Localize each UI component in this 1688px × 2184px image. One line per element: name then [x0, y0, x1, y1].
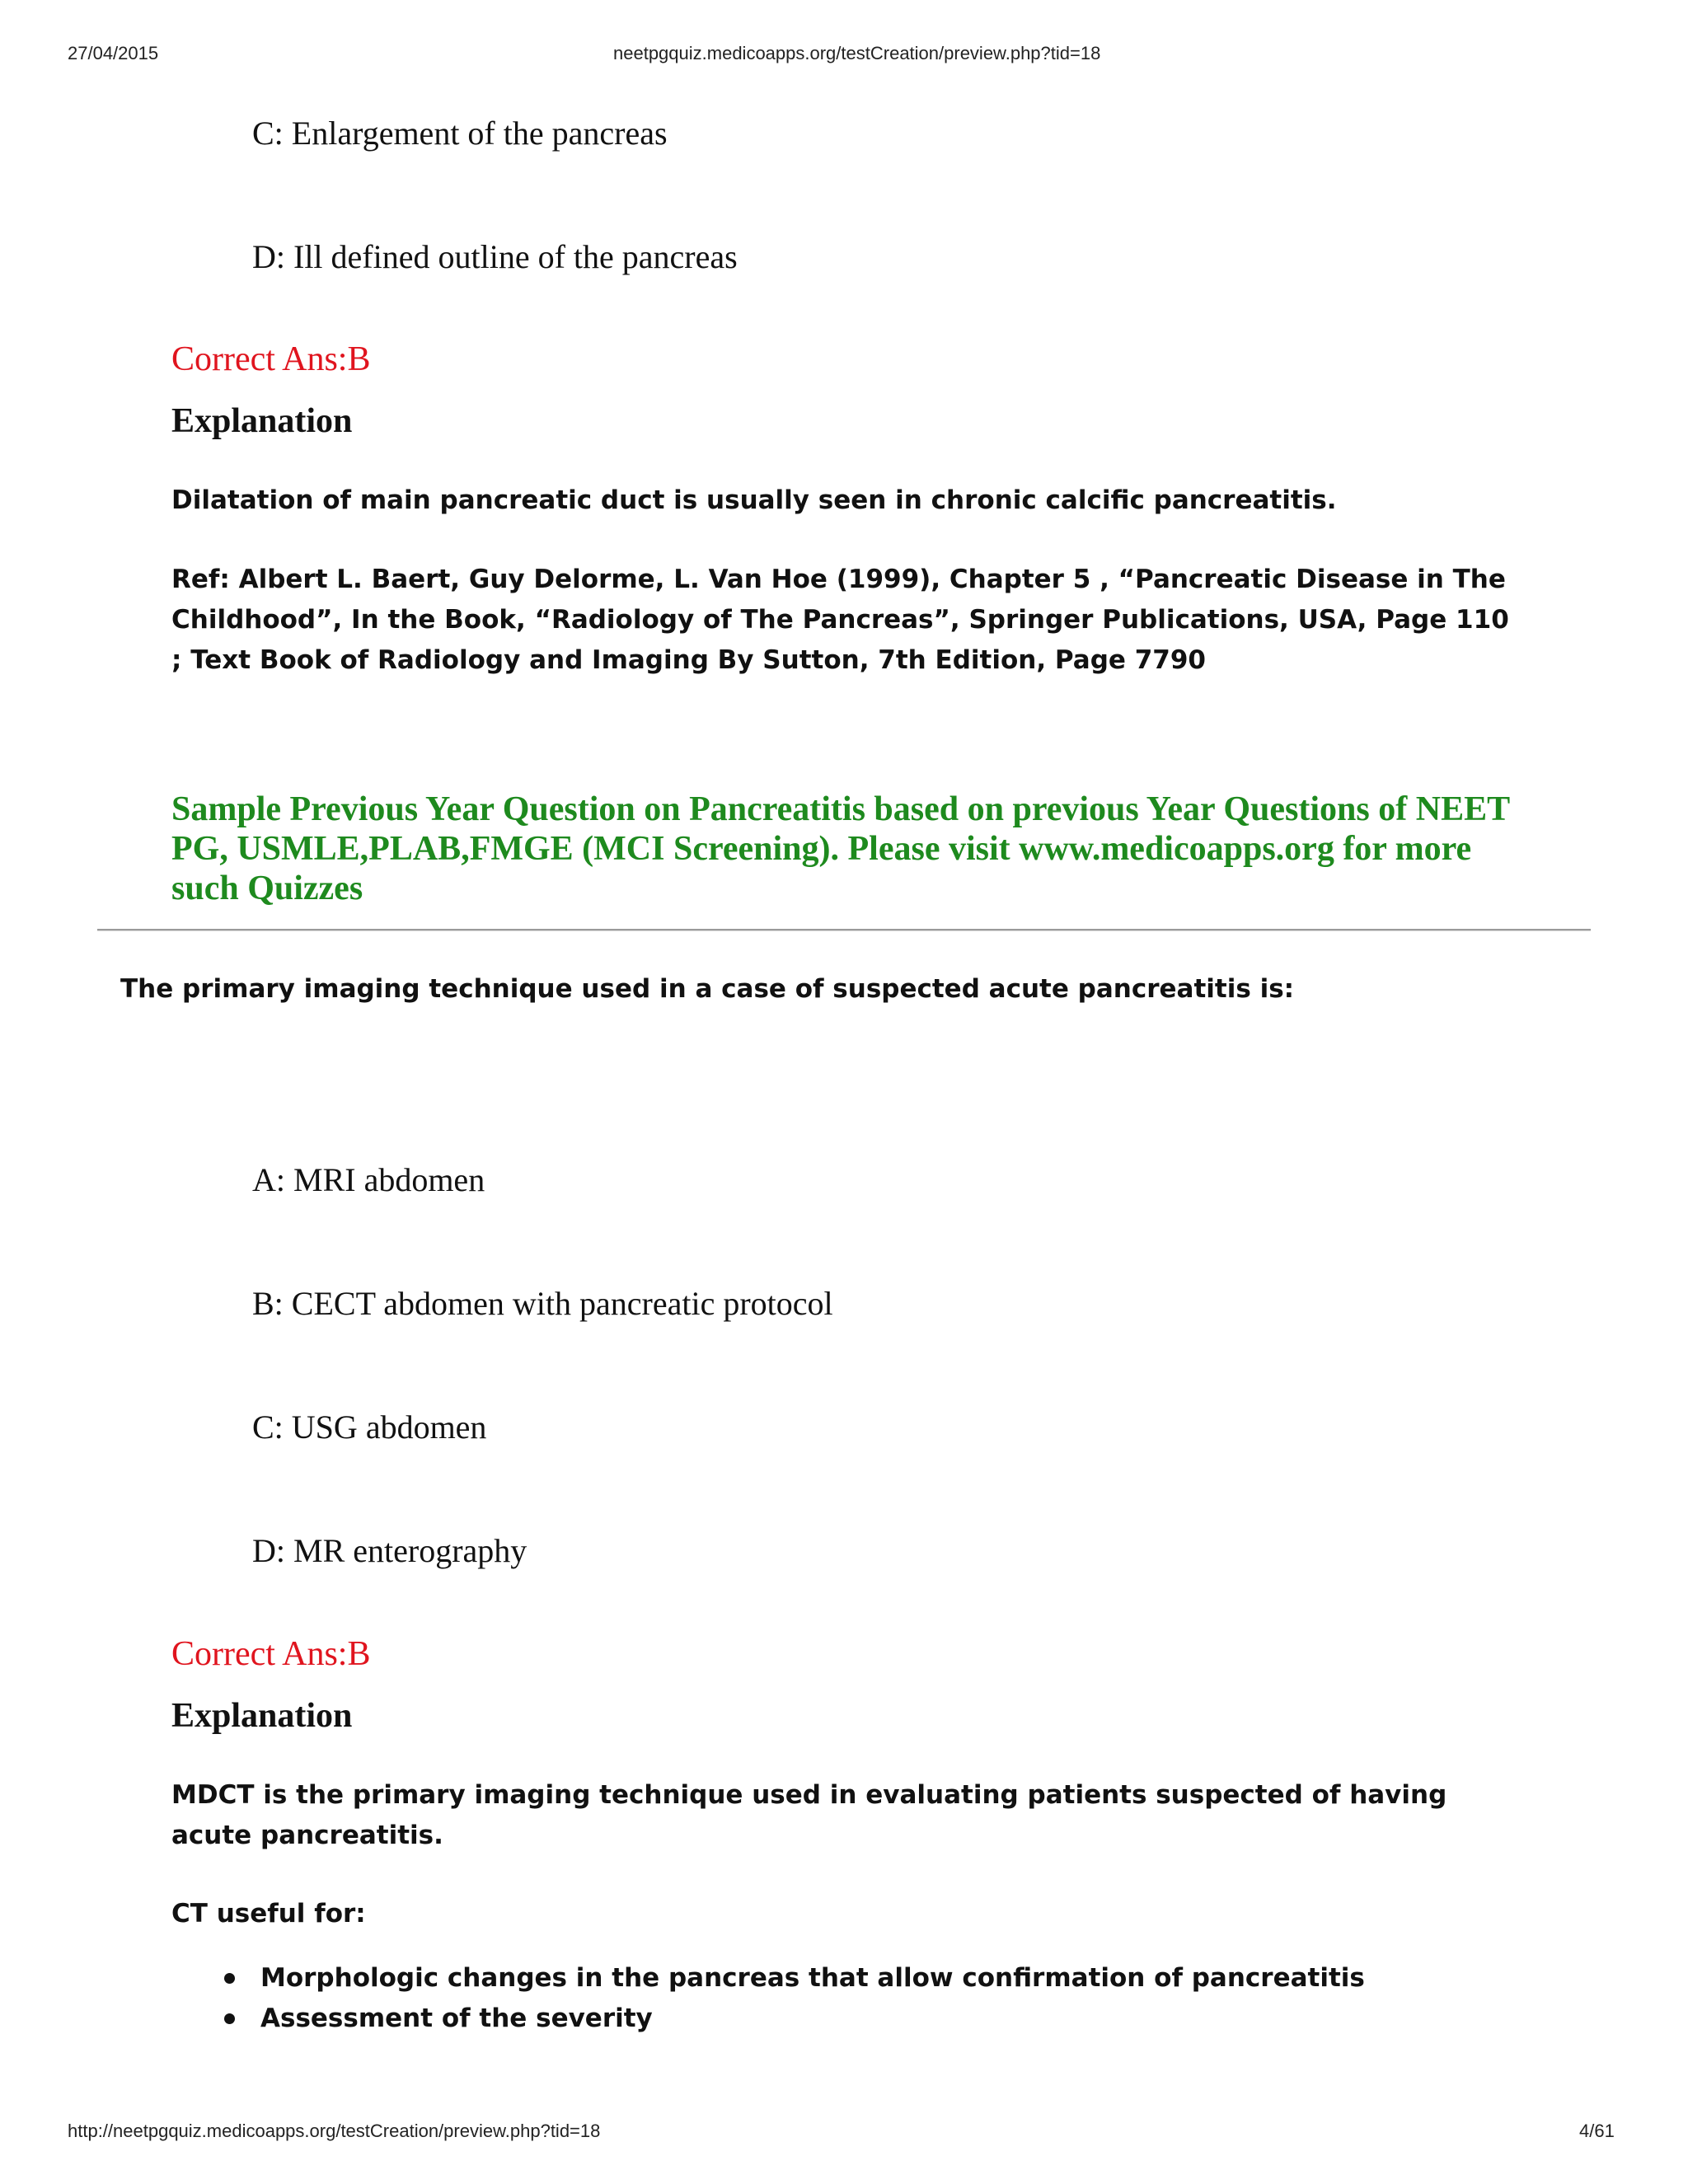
list-item: Morphologic changes in the pancreas that allow confirmation of pancreatitis	[260, 1958, 1365, 1999]
q1-option-d: D: Ill defined outline of the pancreas	[252, 238, 738, 275]
q2-question-text: The primary imaging technique used in a case of suspected acute pancreatitis is:	[120, 974, 1295, 1004]
q1-correct-answer: Correct Ans:B	[171, 340, 371, 378]
q1-explanation-heading: Explanation	[171, 402, 353, 440]
print-url: neetpgquiz.medicoapps.org/testCreation/preview.php?tid=18	[613, 43, 1101, 63]
q1-reference-text: Ref: Albert L. Baert, Guy Delorme, L. Van Hoe (1999), Chapter 5 , “Pancreatic Disease in The Childhood”, In the Book, “Radiology of The Pancreas”, Springer Publications, USA, Page 110 ; Text Book of Radiology and Imaging By Sutton, 7th Edition, Page 7790	[171, 565, 1509, 675]
page-number: 4/61	[1579, 2121, 1615, 2141]
footer-url: http://neetpgquiz.medicoapps.org/testCreation/preview.php?tid=18	[68, 2121, 601, 2141]
list-item: Assessment of the severity	[260, 1999, 1365, 2039]
q1-explanation-text: Dilatation of main pancreatic duct is usually seen in chronic calcific pancreatitis.	[171, 485, 1337, 515]
q2-option-b: B: CECT abdomen with pancreatic protocol	[252, 1285, 833, 1322]
q2-ct-heading: CT useful for:	[171, 1899, 366, 1929]
q2-option-c: C: USG abdomen	[252, 1408, 487, 1446]
sample-question-note: Sample Previous Year Question on Pancreatitis based on previous Year Questions of NEET PG, USMLE,PLAB,FMGE (MCI Screening). Please visit www.medicoapps.org for more such Quizzes	[171, 790, 1510, 907]
section-divider	[97, 929, 1591, 931]
print-date: 27/04/2015	[68, 43, 159, 63]
q1-option-c: C: Enlargement of the pancreas	[252, 115, 668, 152]
q2-explanation-text: MDCT is the primary imaging technique used in evaluating patients suspected of having acute pancreatitis.	[171, 1780, 1447, 1850]
q2-correct-answer: Correct Ans:B	[171, 1635, 371, 1673]
q2-option-d: D: MR enterography	[252, 1532, 528, 1569]
q2-explanation-heading: Explanation	[171, 1697, 353, 1735]
q2-ct-uses-list	[171, 1958, 1365, 2039]
q2-option-a: A: MRI abdomen	[252, 1161, 485, 1198]
